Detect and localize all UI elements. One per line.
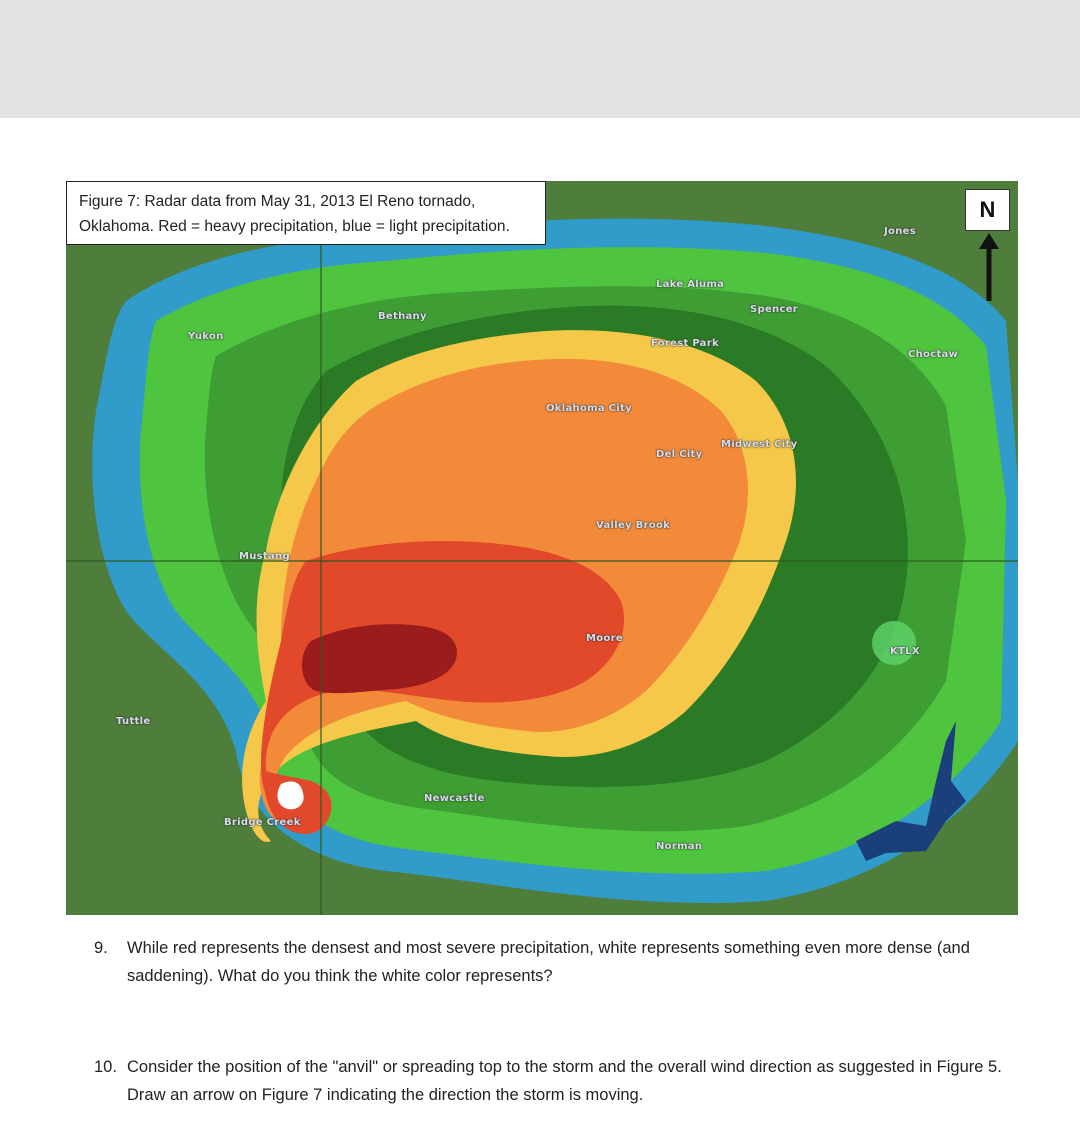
map-label: KTLX: [890, 646, 920, 657]
map-label: Bethany: [378, 311, 427, 322]
caption-line-1: Figure 7: Radar data from May 31, 2013 El Reno tornado,: [79, 193, 476, 210]
map-label: Tuttle: [116, 716, 151, 727]
radar-map: [66, 181, 1018, 915]
map-label: Yukon: [188, 331, 224, 342]
caption-line-2: Oklahoma. Red = heavy precipitation, blue = light precipitation.: [79, 218, 510, 235]
map-label: Valley Brook: [596, 520, 671, 531]
top-gray-bar: [0, 0, 1080, 118]
map-label: Newcastle: [424, 793, 485, 804]
map-label: Midwest City: [721, 439, 798, 450]
map-label: Norman: [656, 841, 703, 852]
map-label: Del City: [656, 449, 703, 460]
map-label: Oklahoma City: [546, 403, 632, 414]
question-text: Consider the position of the "anvil" or spreading top to the storm and the overall wind direction as suggested in Figure 5. Draw an arrow on Figure 7 indicating the direction the storm is moving.: [127, 1058, 1002, 1104]
map-label: Forest Park: [651, 338, 719, 349]
map-label: Moore: [586, 633, 623, 644]
radar-site-halo: [872, 621, 916, 665]
north-label: N: [965, 189, 1010, 231]
white-debris-signature: [277, 781, 303, 809]
question-number: 9.: [94, 939, 108, 957]
radar-figure: [66, 181, 1018, 915]
figure-caption: [66, 181, 546, 245]
map-label: Jones: [884, 226, 916, 237]
map-label: Choctaw: [908, 349, 959, 360]
question-text: While red represents the densest and most severe precipitation, white represents something even more dense (and saddening). What do you think the white color represents?: [127, 939, 970, 985]
map-label: Lake Aluma: [656, 279, 725, 290]
map-label: Bridge Creek: [224, 817, 301, 828]
question-10: [94, 1053, 1024, 1109]
map-label: Mustang: [239, 551, 290, 562]
north-arrow-icon: [979, 233, 999, 303]
question-number: 10.: [94, 1058, 117, 1076]
map-label: Spencer: [750, 304, 799, 315]
question-9: [94, 934, 1024, 990]
